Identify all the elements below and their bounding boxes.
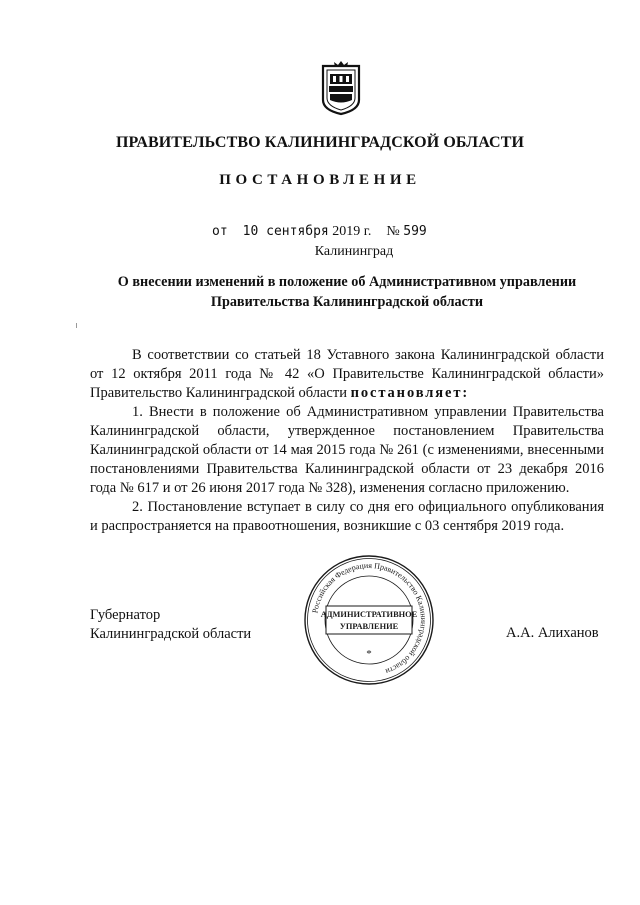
date-year: 2019 г.	[332, 224, 372, 239]
seal-center-line-1: АДМИНИСТРАТИВНОЕ	[320, 610, 418, 619]
position-line-2: Калининградской области	[90, 626, 252, 642]
official-seal	[302, 553, 436, 687]
city-name: Калининград	[314, 244, 394, 259]
document-title	[90, 272, 604, 312]
date-number-line	[212, 224, 427, 240]
document-number: 599	[403, 224, 427, 239]
date-prefix: от	[212, 224, 228, 239]
paragraph-preamble	[90, 346, 604, 403]
seal-ring-text: Российская Федерация Правительство Калининградской области	[310, 560, 429, 677]
document-body	[90, 346, 604, 536]
number-sign: №	[386, 224, 400, 239]
date-day-month: 10 сентября	[242, 224, 329, 239]
margin-mark	[76, 323, 77, 328]
seal-center-line-2: УПРАВЛЕНИЕ	[339, 622, 399, 631]
preamble-text: В соответствии со статьей 18 Уставного закона Калининградской области от 12 октября 2011 года № 42 «О Правительстве Калининградской области» Правительство Калининградской области	[90, 347, 604, 401]
organization-heading: ПРАВИТЕЛЬСТВО КАЛИНИНГРАДСКОЙ ОБЛАСТИ	[115, 134, 525, 151]
title-line-2: Правительства Калининградской области	[210, 294, 484, 310]
coat-of-arms-emblem	[318, 60, 364, 116]
document-type-heading: ПОСТАНОВЛЕНИЕ	[219, 172, 421, 188]
title-line-1: О внесении изменений в положение об Административном управлении	[117, 274, 577, 290]
signatory-name: А.А. Алиханов	[506, 625, 599, 641]
signatory-position	[90, 606, 251, 644]
paragraph-item-2: 2. Постановление вступает в силу со дня его официального опубликования и распространяется на правоотношения, возникшие с 03 сентября 2019 года.	[90, 499, 604, 534]
paragraph-item-1: 1. Внести в положение об Административном управлении Правительства Калининградской области, утвержденное постановлением Правительства Калининградской области от 14 мая 2015 года № 261 (с изменениями, внесенными постановлениями Правительства Калининградской области от 23 декабря 2016 года № 617 и от 26 июня 2017 года № 328), изменения согласно приложению.	[90, 404, 604, 496]
seal-star: *	[366, 648, 372, 660]
position-line-1: Губернатор	[90, 607, 161, 623]
resolution-verb: постановляет:	[350, 385, 470, 401]
